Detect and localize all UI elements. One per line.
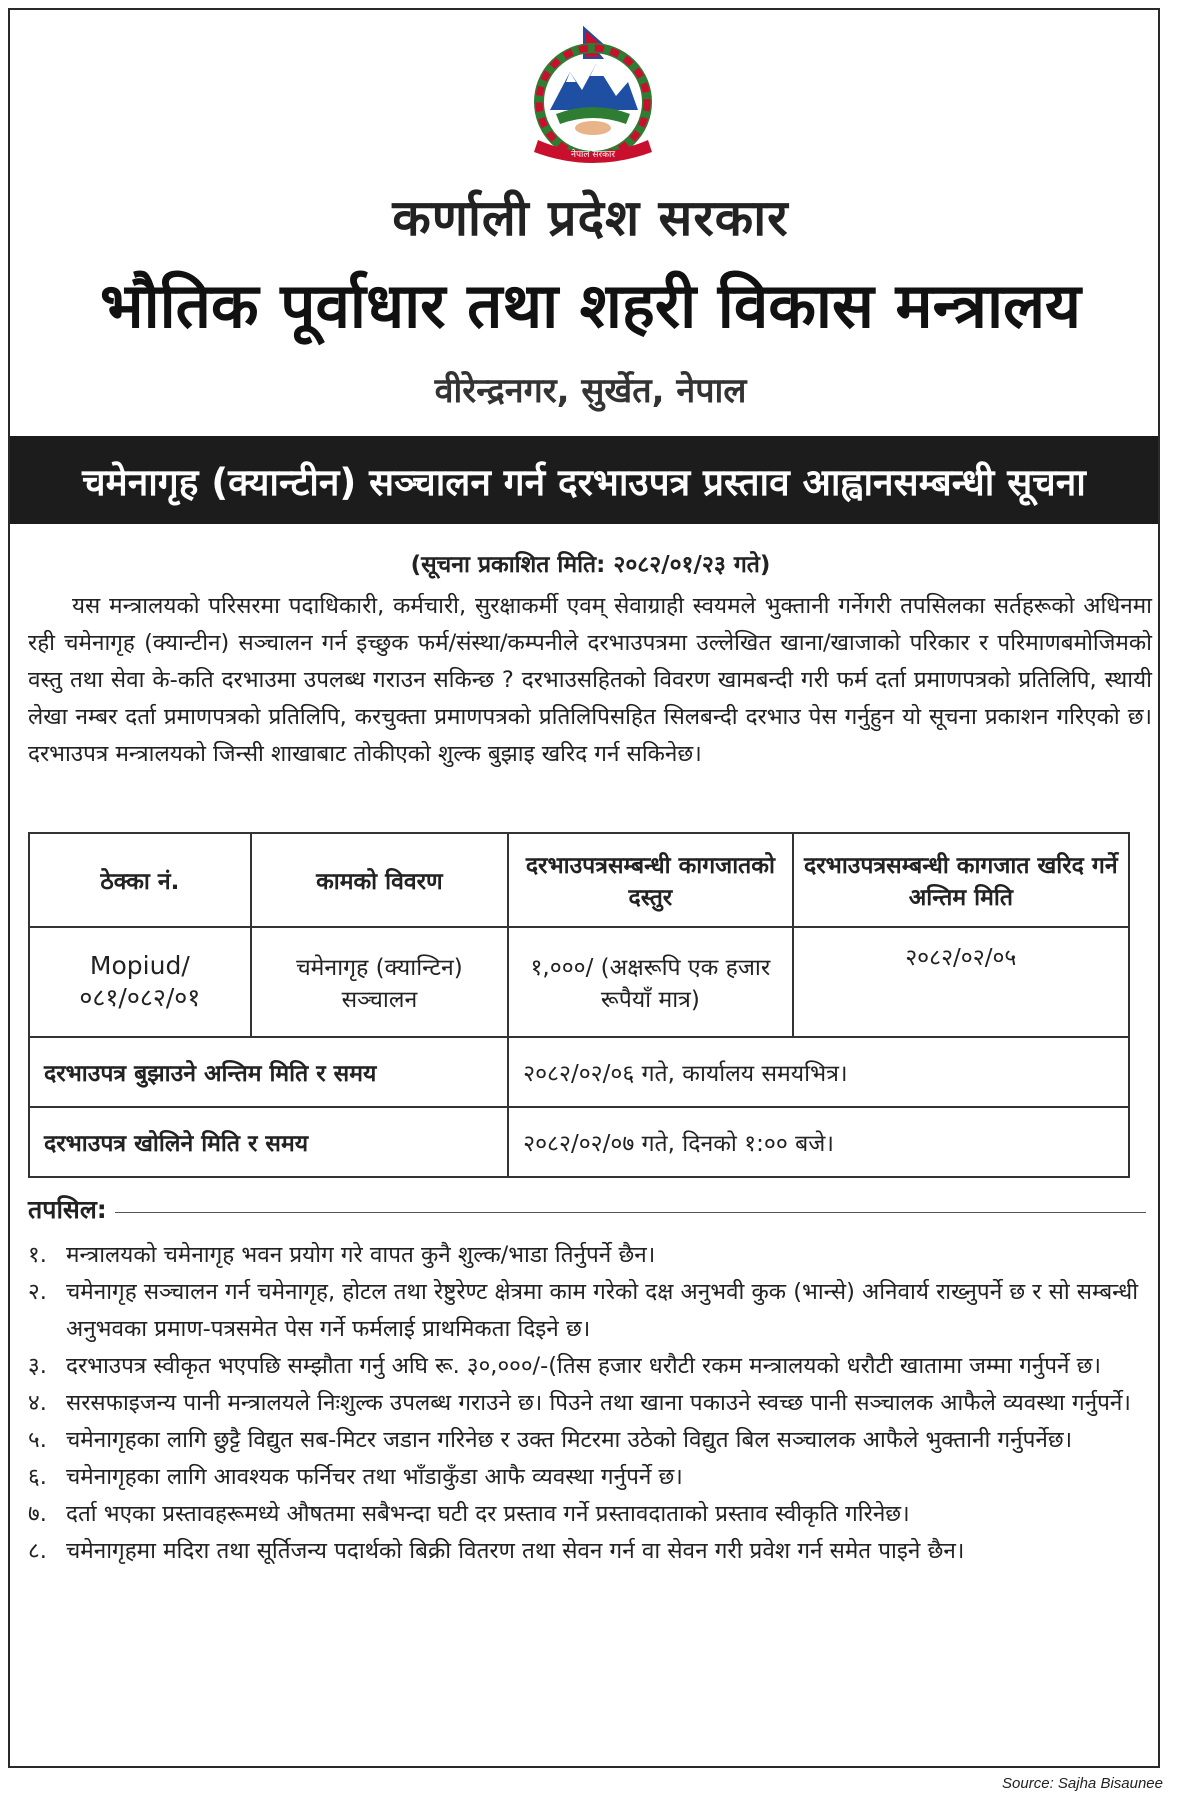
list-item xyxy=(28,1422,1150,1459)
opening-date-value: २०८२/०२/०७ गते, दिनको १:०० बजे। xyxy=(508,1107,1129,1177)
item-text: सरसफाइजन्य पानी मन्त्रालयले निःशुल्क उपलब्ध गराउने छ। पिउने तथा खाना पकाउने स्वच्छ पानी सञ्चालक आफैले व्यवस्था गर्नुपर्ने। xyxy=(66,1390,1131,1416)
table-row xyxy=(29,927,1129,1037)
item-text: चमेनागृहमा मदिरा तथा सूर्तिजन्य पदार्थको बिक्री वितरण तथा सेवन गर्न वा सेवन गरी प्रवेश गर्न समेत पाइने छैन। xyxy=(66,1538,965,1564)
notice-title-banner xyxy=(10,436,1158,524)
terms-heading: तपसिल: xyxy=(28,1195,107,1224)
header-work-description: कामको विवरण xyxy=(251,833,508,927)
tender-table xyxy=(28,832,1130,1178)
source-credit: Source: Sajha Bisaunee xyxy=(1002,1775,1163,1792)
list-item xyxy=(28,1274,1150,1348)
header-contract-no: ठेक्का नं. xyxy=(29,833,251,927)
table-row xyxy=(29,1107,1129,1177)
table-row xyxy=(29,1037,1129,1107)
item-text: मन्त्रालयको चमेनागृह भवन प्रयोग गरे वापत कुनै शुल्क/भाडा तिर्नुपर्ने छैन। xyxy=(66,1242,656,1268)
item-number: १. xyxy=(28,1242,47,1268)
header-purchase-deadline: दरभाउपत्रसम्बन्धी कागजात खरिद गर्ने अन्तिम मिति xyxy=(793,833,1129,927)
item-number: ६. xyxy=(28,1464,47,1490)
government-name: कर्णाली प्रदेश सरकार xyxy=(392,189,789,247)
table-header-row xyxy=(29,833,1129,927)
list-item xyxy=(28,1348,1150,1385)
cell-contract-no: Mopiud/ ०८१/०८२/०१ xyxy=(29,927,251,1037)
list-item xyxy=(28,1237,1150,1274)
submission-deadline-label: दरभाउपत्र बुझाउने अन्तिम मिति र समय xyxy=(29,1037,508,1107)
ministry-address: वीरेन्द्रनगर, सुर्खेत, नेपाल xyxy=(434,371,747,411)
terms-heading-row xyxy=(28,1192,1146,1226)
item-text: चमेनागृहका लागि छुट्टै विद्युत सब-मिटर जडान गरिनेछ र उक्त मिटरमा उठेको विद्युत बिल सञ्चालक आफैले भुक्तानी गर्नुपर्नेछ। xyxy=(66,1427,1073,1453)
terms-list xyxy=(28,1237,1150,1570)
ministry-name: भौतिक पूर्वाधार तथा शहरी विकास मन्त्रालय xyxy=(99,269,1081,342)
notice-title: चमेनागृह (क्यान्टीन) सञ्चालन गर्न दरभाउपत्र प्रस्ताव आह्वानसम्बन्धी सूचना xyxy=(82,460,1086,504)
list-item xyxy=(28,1385,1150,1422)
cell-document-fee: १,०००/ (अक्षरूपि एक हजार रूपैयाँ मात्र) xyxy=(508,927,793,1037)
terms-divider xyxy=(115,1212,1146,1213)
item-number: ४. xyxy=(28,1390,47,1416)
emblem-motto: नेपाल सरकार xyxy=(570,150,616,160)
header-document-fee: दरभाउपत्रसम्बन्धी कागजातको दस्तुर xyxy=(508,833,793,927)
item-text: दरभाउपत्र स्वीकृत भएपछि सम्झौता गर्नु अघि रू. ३०,०००/-(तिस हजार धरौटी रकम मन्त्रालयको धरौटी खातामा जम्मा गर्नुपर्ने छ। xyxy=(66,1353,1101,1379)
item-number: ३. xyxy=(28,1353,47,1379)
intro-paragraph: यस मन्त्रालयको परिसरमा पदाधिकारी, कर्मचारी, सुरक्षाकर्मी एवम् सेवाग्राही स्वयमले भुक्तानी गर्नेगरी तपसिलका सर्तहरूको अधिनमा रही चमेनागृह (क्यान्टीन) सञ्चालन गर्न इच्छुक फर्म/संस्था/कम्पनीले दरभाउपत्रमा उल्लेखित खाना/खाजाको परिकार र परिमाणबमोजिमको वस्तु तथा सेवा के-कति दरभाउमा उपलब्ध गराउन सकिन्छ ? दरभाउसहितको विवरण खामबन्दी गरी फर्म दर्ता प्रमाणपत्रको प्रतिलिपि, स्थायी लेखा नम्बर दर्ता प्रमाणपत्रको प्रतिलिपि, करचुक्ता प्रमाणपत्रको प्रतिलिपिसहित सिलबन्दी दरभाउ पेस गर्नुहुन यो सूचना प्रकाशन गरिएको छ। दरभाउपत्र मन्त्रालयको जिन्सी शाखाबाट तोकीएको शुल्क बुझाइ खरिद गर्न सकिनेछ। xyxy=(28,593,1152,767)
opening-date-label: दरभाउपत्र खोलिने मिति र समय xyxy=(29,1107,508,1177)
item-number: ८. xyxy=(28,1538,47,1564)
cell-work-description: चमेनागृह (क्यान्टिन) सञ्चालन xyxy=(251,927,508,1037)
cell-purchase-deadline: २०८२/०२/०५ xyxy=(793,927,1129,1037)
item-text: दर्ता भएका प्रस्तावहरूमध्ये औषतमा सबैभन्दा घटी दर प्रस्ताव गर्ने प्रस्तावदाताको प्रस्ताव स्वीकृति गरिनेछ। xyxy=(66,1501,910,1527)
item-number: ७. xyxy=(28,1501,47,1527)
list-item xyxy=(28,1496,1150,1533)
government-emblem-icon xyxy=(520,24,666,166)
item-text: चमेनागृहका लागि आवश्यक फर्निचर तथा भाँडाकुँडा आफै व्यवस्था गर्नुपर्ने छ। xyxy=(66,1464,683,1490)
list-item xyxy=(28,1459,1150,1496)
item-text: चमेनागृह सञ्चालन गर्न चमेनागृह, होटल तथा रेष्टुरेण्ट क्षेत्रमा काम गरेको दक्ष अनुभवी कुक (भान्से) अनिवार्य राख्नुपर्ने छ र सो सम्बन्धी अनुभवका प्रमाण-पत्रसमेत पेस गर्ने फर्मलाई प्राथमिकता दिइने छ। xyxy=(66,1279,1139,1342)
item-number: ५. xyxy=(28,1427,47,1453)
list-item xyxy=(28,1533,1150,1570)
publication-date: (सूचना प्रकाशित मिति: २०८२/०१/२३ गते) xyxy=(410,552,771,578)
submission-deadline-value: २०८२/०२/०६ गते, कार्यालय समयभित्र। xyxy=(508,1037,1129,1107)
item-number: २. xyxy=(28,1279,47,1305)
